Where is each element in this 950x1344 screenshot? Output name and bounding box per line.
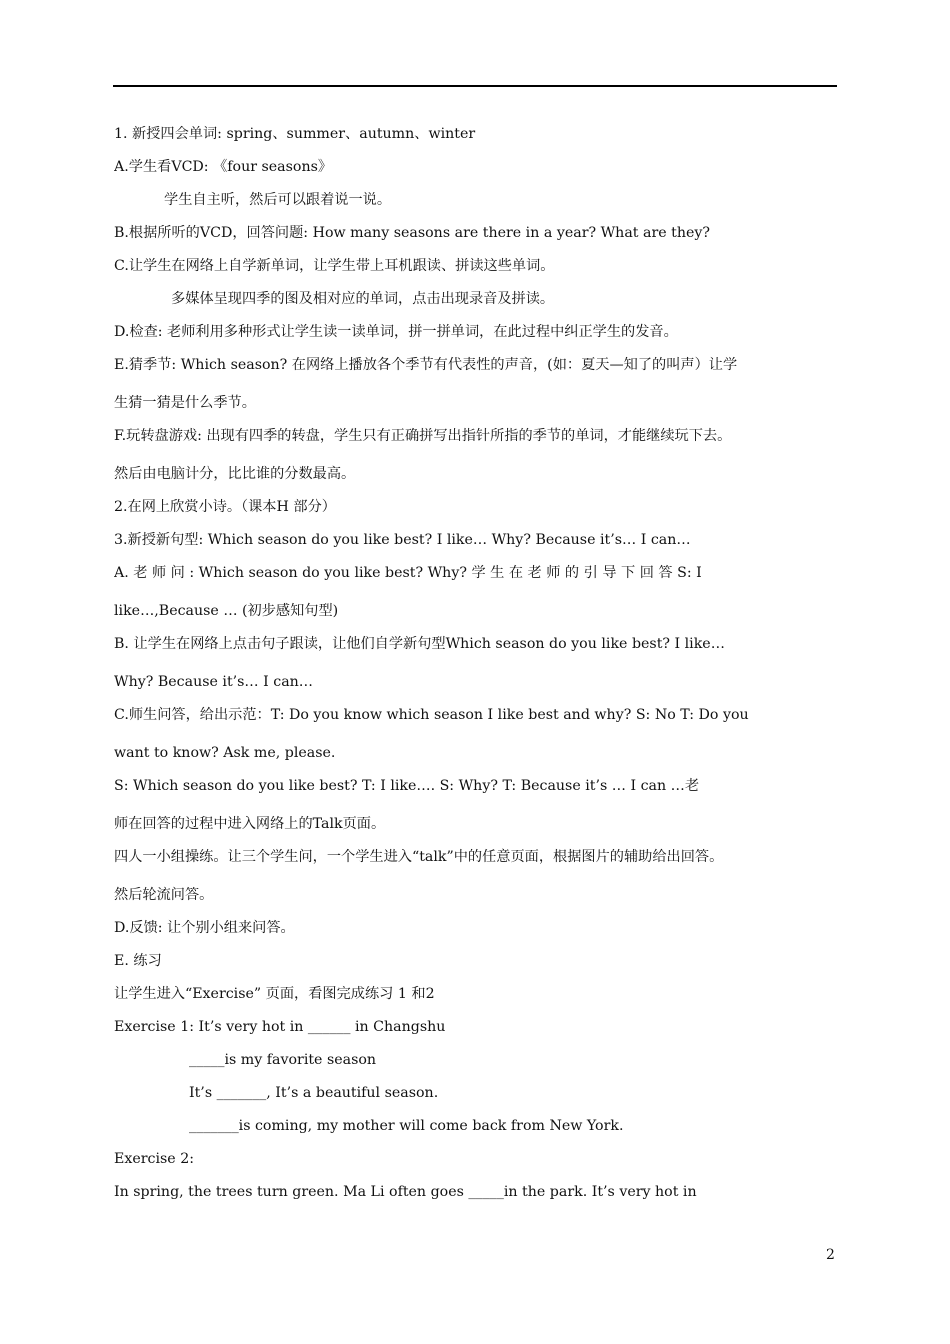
text-line: 生猜一猜是什么季节。 (114, 395, 256, 411)
text-line: like…,Because … (初步感知句型) (114, 603, 339, 619)
text-line: A. 老 师 问 : Which season do you like best? Why? 学 生 在 老 师 的 引 导 下 回 答 S: I (114, 565, 702, 581)
text-line: Why? Because it’s… I can… (114, 674, 313, 690)
document-body (114, 124, 838, 1215)
text-line: 让学生进入“Exercise” 页面，看图完成练习 1 和2 (114, 986, 435, 1002)
text-line: S: Which season do you like best? T: I like…. S: Why? T: Because it’s … I can …老 (114, 778, 700, 794)
text-line: _______is coming, my mother will come back from New York. (189, 1118, 624, 1134)
text-line: 1. 新授四会单词: spring、summer、autumn、winter (114, 126, 476, 142)
text-line: Exercise 2: (114, 1151, 195, 1167)
text-line: B. 让学生在网络上点击句子跟读，让他们自学新句型Which season do you like best? I like… (114, 636, 725, 652)
text-line: E. 练习 (114, 953, 162, 969)
text-line: C.让学生在网络上自学新单词，让学生带上耳机跟读、拼读这些单词。 (114, 258, 555, 274)
text-line: 多媒体呈现四季的图及相对应的单词，点击出现录音及拼读。 (171, 291, 555, 307)
text-line: want to know? Ask me, please. (114, 745, 336, 761)
text-line: _____is my favorite season (189, 1052, 377, 1068)
text-line: B.根据所听的VCD，回答问题: How many seasons are there in a year? What are they? (114, 225, 710, 241)
text-line: 学生自主听，然后可以跟着说一说。 (164, 192, 392, 208)
text-line: In spring, the trees turn green. Ma Li often goes _____in the park. It’s very hot in (114, 1184, 697, 1200)
text-line: 2.在网上欣赏小诗。（课本H 部分） (114, 499, 336, 515)
text-line: 然后由电脑计分，比比谁的分数最高。 (114, 466, 356, 482)
text-line: It’s _______, It’s a beautiful season. (189, 1085, 439, 1101)
page-number: 2 (826, 1247, 835, 1263)
header-rule (113, 85, 837, 87)
text-line: E.猜季节: Which season? 在网络上播放各个季节有代表性的声音，(如：夏天—知了的叫声）让学 (114, 357, 738, 373)
text-line: F.玩转盘游戏: 出现有四季的转盘，学生只有正确拼写出指针所指的季节的单词，才能继续玩下去。 (114, 428, 732, 444)
text-line: 3.新授新句型: Which season do you like best? I like… Why? Because it’s… I can… (114, 532, 691, 548)
text-line: 师在回答的过程中进入网络上的Talk页面。 (114, 816, 386, 832)
text-line: 然后轮流问答。 (114, 887, 214, 903)
text-line: D.反馈: 让个别小组来问答。 (114, 920, 295, 936)
text-line: C.师生问答，给出示范：T: Do you know which season I like best and why? S: No T: Do you (114, 707, 749, 723)
text-line: 四人一小组操练。让三个学生问，一个学生进入“talk”中的任意页面，根据图片的辅助给出回答。 (114, 849, 724, 865)
text-line: A.学生看VCD: 《four seasons》 (114, 159, 333, 175)
text-line: Exercise 1: It’s very hot in ______ in Changshu (114, 1019, 446, 1035)
text-line: D.检查: 老师利用多种形式让学生读一读单词，拼一拼单词，在此过程中纠正学生的发音。 (114, 324, 678, 340)
